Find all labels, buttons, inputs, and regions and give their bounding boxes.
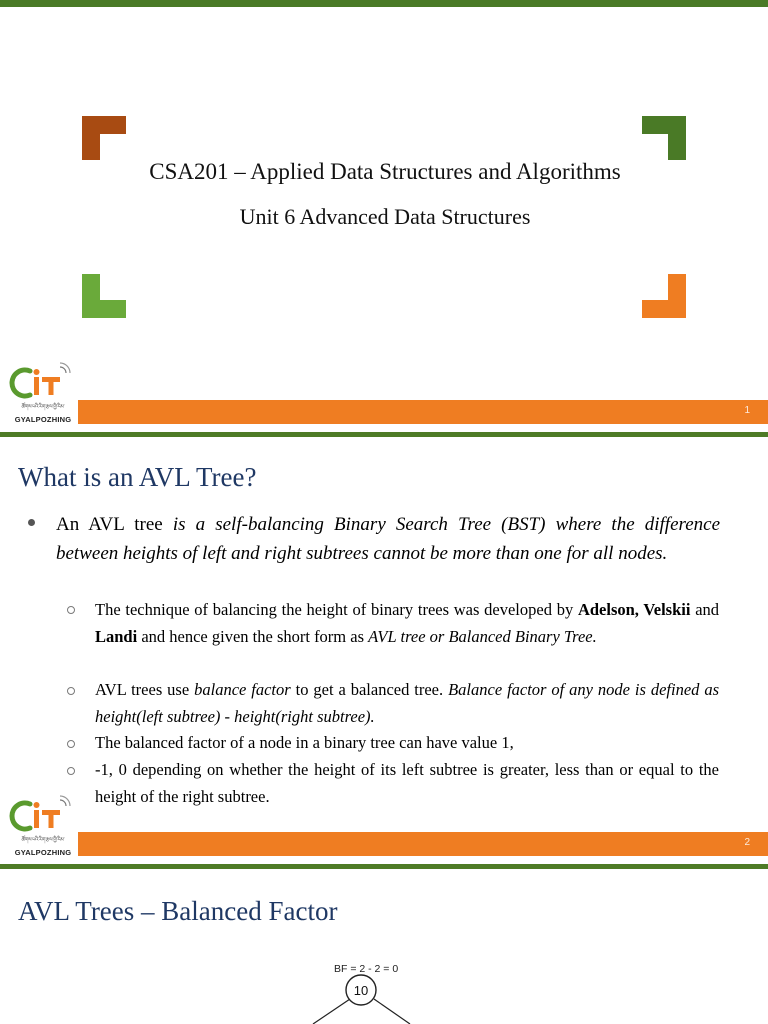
sub-bullet-values: The balanced factor of a node in a binary tree can have value 1, xyxy=(95,733,514,752)
balance-factor-label: BF = 2 - 2 = 0 xyxy=(334,963,399,975)
history-short-form: and hence given the short form as xyxy=(141,626,365,646)
logo-script-text: ཚོགས་པའི་རིག་རྩལ་གྱི་རིམ་ xyxy=(21,404,65,410)
logo-script-text: ཚོགས་པའི་རིག་རྩལ་གྱི་རིམ་ xyxy=(21,837,65,843)
corner-decoration-orange xyxy=(642,274,686,318)
sub-bullet-marker xyxy=(67,740,75,748)
logo-name: GYALPOZHING xyxy=(14,415,72,424)
corner-decoration-brown xyxy=(82,116,126,160)
avl-definition-lead: An AVL tree xyxy=(56,514,163,535)
slide2-footer-bar xyxy=(78,832,768,856)
history-text: The technique of balancing the height of binary trees was developed by xyxy=(95,600,574,619)
slide2-heading: What is an AVL Tree? xyxy=(18,462,257,492)
unit-title: Advanced Data Structures xyxy=(299,204,531,229)
bf-text-c: to get a balanced tree. xyxy=(295,680,444,699)
sub-bullet-balance-factor xyxy=(95,677,719,730)
slide1-footer-bar xyxy=(78,400,768,424)
cit-logo-mark xyxy=(8,362,78,402)
logo-name: GYALPOZHING xyxy=(14,848,72,857)
avl-definition-italic: is a self-balancing Binary Search Tree (BST) where the difference between heights of left and right subtrees cannot be more than one for all nodes. xyxy=(56,514,721,564)
slide1-page-number: 1 xyxy=(744,405,750,416)
avl-definition xyxy=(56,510,720,568)
slide2-page-number: 2 xyxy=(744,837,750,848)
sub-bullet-marker xyxy=(67,767,75,775)
slide-separator xyxy=(0,864,768,869)
sub-bullet-values-cont: -1, 0 depending on whether the height of its left subtree is greater, less than or equal to the height of the right subtree. xyxy=(95,760,719,806)
course-title: CSA201 – Applied Data Structures and Algorithms xyxy=(149,159,621,184)
cit-logo-mark xyxy=(8,795,78,835)
bf-term: balance factor xyxy=(194,680,291,699)
avl-tree-diagram xyxy=(280,955,460,1024)
title-block xyxy=(140,156,630,230)
logo-text xyxy=(8,834,78,857)
sub-bullet-history xyxy=(95,597,719,650)
bf-definition: Balance factor of any node is defined as height(left subtree) - height(right subtree). xyxy=(95,680,720,726)
cit-logo xyxy=(8,795,78,855)
avl-short-form: AVL tree or Balanced Binary Tree. xyxy=(368,626,597,646)
unit-label: Unit 6 xyxy=(239,204,296,229)
sub-bullet-marker xyxy=(67,687,75,695)
inventor-names: Adelson, Velskii xyxy=(577,600,691,619)
tree-root-value: 10 xyxy=(353,983,369,998)
tree-edge-left xyxy=(313,999,350,1024)
slide3-heading: AVL Trees – Balanced Factor xyxy=(18,896,338,926)
history-and: and xyxy=(695,600,720,619)
sub-bullet-marker xyxy=(67,606,75,614)
bullet-marker xyxy=(28,519,35,526)
bf-text-a: AVL trees use xyxy=(95,680,190,699)
unit-line xyxy=(140,204,630,230)
corner-decoration-light-green xyxy=(82,274,126,318)
logo-text xyxy=(8,401,78,424)
cit-logo xyxy=(8,362,78,422)
slide-separator xyxy=(0,432,768,437)
corner-decoration-green xyxy=(642,116,686,160)
tree-edge-right xyxy=(374,999,410,1024)
inventor-landi: Landi xyxy=(95,626,138,646)
slide1-top-bar xyxy=(0,0,768,7)
